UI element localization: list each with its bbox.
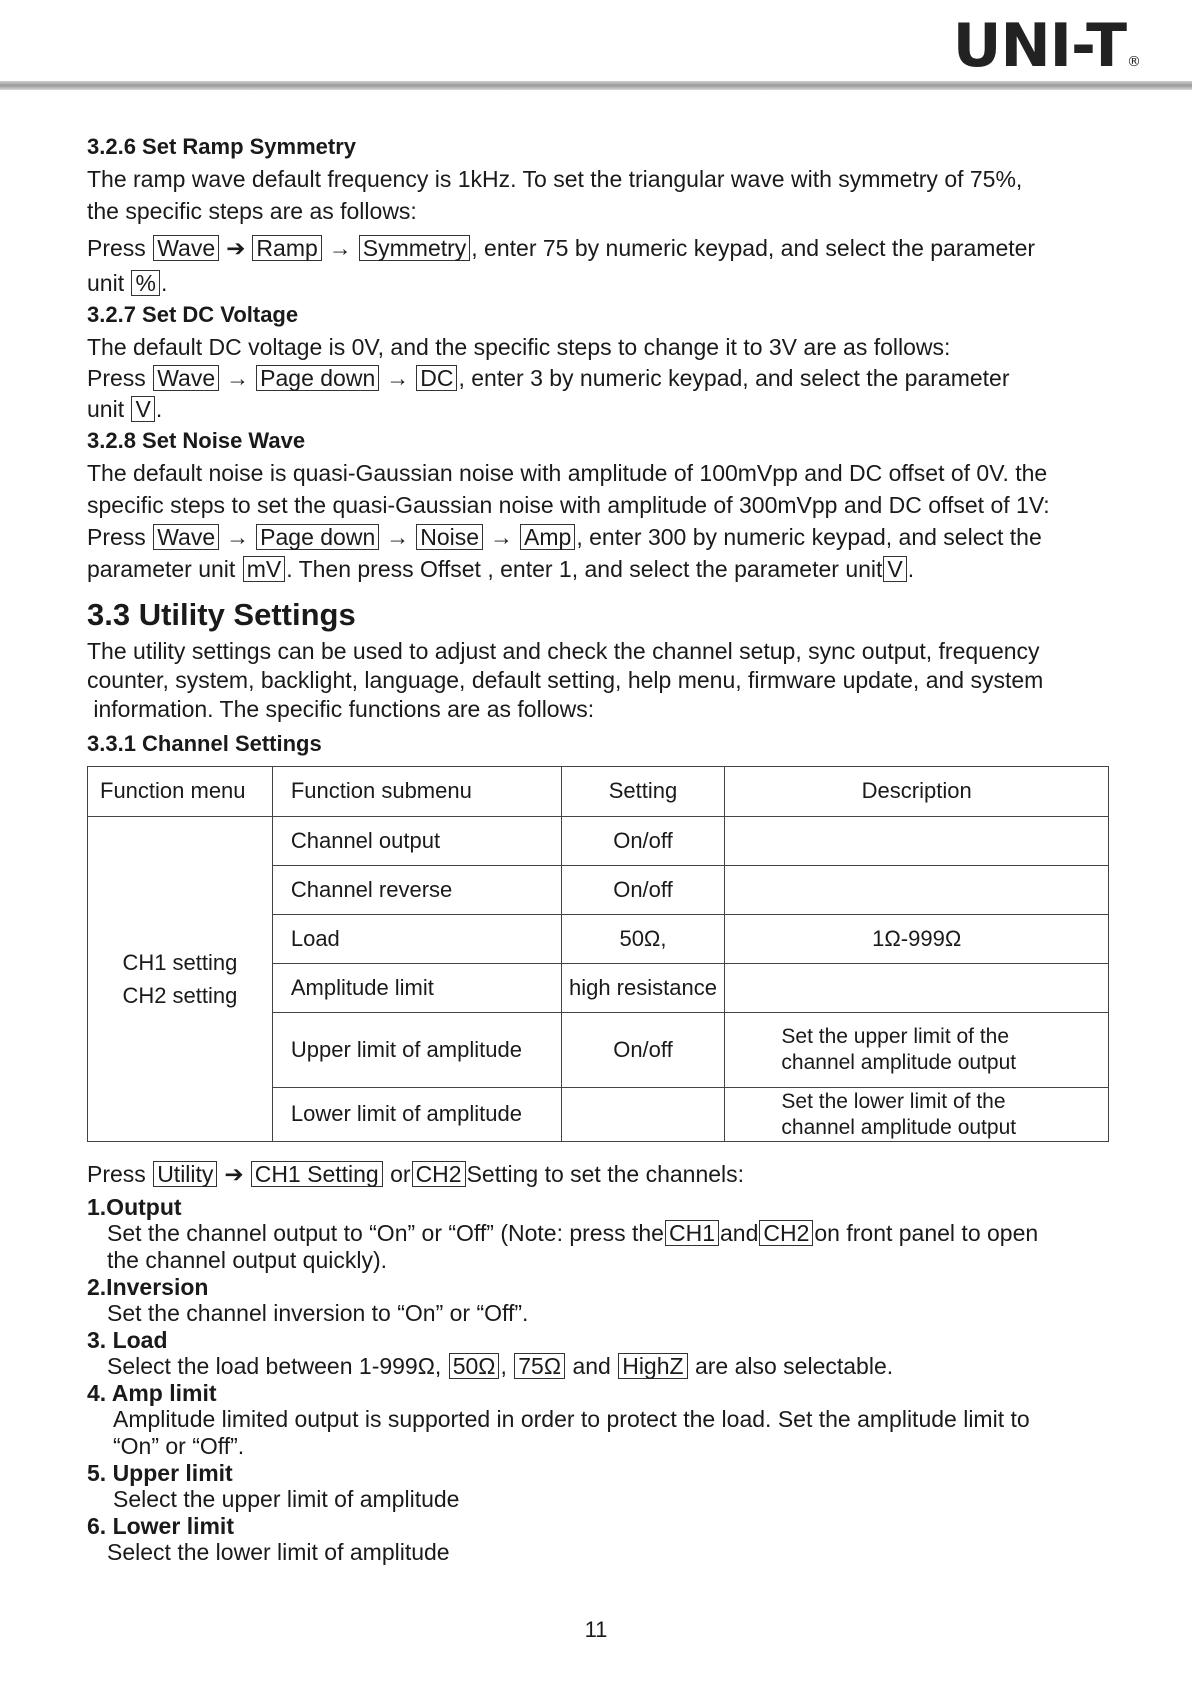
wave-key: Wave	[153, 235, 219, 261]
symmetry-key: Symmetry	[359, 235, 471, 261]
brand-logo	[952, 11, 1140, 81]
list-item-body	[87, 1220, 1117, 1247]
and-text: and	[719, 1220, 759, 1246]
setting-cell	[561, 1088, 725, 1142]
unit-label: unit	[87, 396, 125, 422]
description-line: 1Ω-999Ω	[872, 925, 962, 951]
noise-intro-line-2: specific steps to set the quasi-Gaussian noise with amplitude of 300mVpp and DC offset of 1V:	[87, 492, 1050, 518]
ch1-setting-label: CH1 setting	[122, 950, 238, 975]
description-cell	[725, 1088, 1109, 1142]
list-item-body: the channel output quickly).	[107, 1247, 388, 1273]
heading-3-3: 3.3 Utility Settings	[87, 597, 356, 632]
dc-key: DC	[416, 365, 457, 391]
utility-steps-tail: Setting to set the channels:	[466, 1161, 745, 1187]
and-text: and	[572, 1353, 611, 1379]
table-header: Function submenu	[272, 767, 561, 817]
or-text: or	[390, 1161, 411, 1187]
amp-key: Amp	[520, 524, 575, 550]
output-text: Set the channel output to “On” or “Off” (Note: press the	[107, 1220, 664, 1246]
noise-unit: parameter unit mV . Then press Offset , enter 1, and select the parameter unit V .	[87, 556, 915, 582]
page-down-key: Page down	[256, 524, 379, 550]
arrow-icon: ➔	[226, 235, 246, 261]
utility-steps	[87, 1156, 1117, 1192]
wave-key: Wave	[153, 524, 219, 550]
description-cell	[725, 866, 1109, 915]
function-menu-cell	[88, 817, 273, 1142]
list-item-body: Amplitude limited output is supported in order to protect the load. Set the amplitude limit to	[113, 1406, 1030, 1432]
noise-steps	[87, 521, 1117, 553]
noise-steps-tail: , enter 300 by numeric keypad, and select the	[576, 524, 1042, 550]
press-text: Press	[87, 524, 146, 550]
page-content	[87, 131, 1117, 1566]
arrow-icon: ➔	[224, 1161, 244, 1187]
dc-steps-tail: , enter 3 by numeric keypad, and select the parameter	[458, 365, 1010, 391]
description-line: channel amplitude output	[781, 1115, 1017, 1139]
list-item-body: Set the channel inversion to “On” or “Off”.	[107, 1300, 529, 1326]
ramp-key: Ramp	[252, 235, 321, 261]
dc-steps	[87, 363, 1117, 393]
list-item-body: “On” or “Off”.	[113, 1433, 245, 1459]
ramp-unit: unit % .	[87, 270, 168, 296]
description-cell	[725, 964, 1109, 1013]
list-item-title: 1.Output	[87, 1194, 182, 1220]
setting-cell: high resistance	[561, 964, 725, 1013]
offset-text: . Then press Offset , enter 1, and select the parameter unit	[286, 556, 883, 582]
ramp-intro-line-2: the specific steps are as follows:	[87, 198, 417, 224]
setting-cell: 50Ω,	[561, 915, 725, 964]
volt-key: V	[883, 556, 906, 582]
description-cell	[725, 915, 1109, 964]
table-row	[88, 817, 1109, 866]
brand-text: UNI-T	[952, 11, 1126, 81]
submenu-cell: Load	[272, 915, 561, 964]
page-number: 11	[584, 1617, 608, 1642]
ch2-key: CH2	[759, 1220, 813, 1246]
list-item-body	[87, 1353, 1117, 1380]
description-cell	[725, 1013, 1109, 1088]
submenu-cell: Lower limit of amplitude	[272, 1088, 561, 1142]
arrow-icon: →	[490, 524, 514, 550]
arrow-icon: →	[386, 524, 410, 550]
channel-settings-table	[87, 766, 1109, 1142]
ramp-intro-line-1: The ramp wave default frequency is 1kHz. To set the triangular wave with symmetry of 75%,	[87, 166, 1023, 192]
noise-key: Noise	[416, 524, 483, 550]
comma-text: ,	[500, 1353, 507, 1379]
mv-key: mV	[243, 556, 286, 582]
description-cell	[725, 817, 1109, 866]
settings-items-list	[87, 1194, 1117, 1566]
list-item-title: 6. Lower limit	[87, 1513, 234, 1539]
param-unit-text: parameter unit	[87, 556, 236, 582]
percent-key: %	[131, 270, 159, 296]
75-ohm-key: 75Ω	[514, 1353, 565, 1379]
description-line: Set the upper limit of the	[781, 1025, 1010, 1048]
list-item-title: 5. Upper limit	[87, 1460, 233, 1486]
submenu-cell: Channel reverse	[272, 866, 561, 915]
submenu-cell: Upper limit of amplitude	[272, 1013, 561, 1088]
press-text: Press	[87, 365, 146, 391]
wave-key: Wave	[153, 365, 219, 391]
table-header: Function menu	[88, 767, 273, 817]
arrow-icon: →	[386, 365, 410, 391]
volt-key: V	[131, 396, 154, 422]
heading-3-2-7: 3.2.7 Set DC Voltage	[87, 302, 299, 327]
table-header: Setting	[561, 767, 725, 817]
ch2-setting-label: CH2 setting	[122, 983, 238, 1008]
header-rule	[0, 81, 1192, 90]
table-header: Description	[725, 767, 1109, 817]
dc-unit: unit V .	[87, 396, 163, 422]
ramp-steps	[87, 229, 1117, 267]
ch2-key: CH2	[412, 1161, 466, 1187]
load-text: Select the load between 1-999Ω,	[107, 1353, 442, 1379]
description-line: channel amplitude output	[781, 1051, 1017, 1074]
utility-intro-line-1: The utility settings can be used to adjust and check the channel setup, sync output, frequency	[87, 638, 1040, 664]
page-down-key: Page down	[256, 365, 379, 391]
utility-key: Utility	[153, 1161, 217, 1187]
press-text: Press	[87, 1161, 146, 1187]
output-text: on front panel to open	[814, 1220, 1039, 1246]
heading-3-3-1: 3.3.1 Channel Settings	[87, 731, 322, 756]
utility-intro-line-3: information. The specific functions are as follows:	[87, 696, 595, 722]
list-item-title: 3. Load	[87, 1327, 168, 1353]
setting-cell: On/off	[561, 866, 725, 915]
description-line: Set the lower limit of the	[781, 1089, 1006, 1113]
ch1-key: CH1	[665, 1220, 719, 1246]
load-text: are also selectable.	[694, 1353, 894, 1379]
unit-label: unit	[87, 270, 125, 296]
list-item-title: 4. Amp limit	[87, 1380, 217, 1406]
ch1-setting-key: CH1 Setting	[251, 1161, 383, 1187]
arrow-icon: →	[328, 235, 352, 261]
dc-intro: The default DC voltage is 0V, and the specific steps to change it to 3V are as follows:	[87, 334, 951, 360]
setting-cell: On/off	[561, 1013, 725, 1088]
50-ohm-key: 50Ω	[449, 1353, 500, 1379]
registered-mark: ®	[1127, 54, 1140, 70]
heading-3-2-6: 3.2.6 Set Ramp Symmetry	[87, 134, 357, 159]
table-header-row	[88, 767, 1109, 817]
arrow-icon: →	[226, 524, 250, 550]
list-item-body: Select the lower limit of amplitude	[107, 1539, 450, 1565]
highz-key: HighZ	[618, 1353, 687, 1379]
heading-3-2-8: 3.2.8 Set Noise Wave	[87, 428, 306, 453]
list-item-title: 2.Inversion	[87, 1274, 209, 1300]
ramp-steps-tail: , enter 75 by numeric keypad, and select the parameter	[471, 235, 1036, 261]
noise-intro-line-1: The default noise is quasi-Gaussian noise with amplitude of 100mVpp and DC offset of 0V. the	[87, 460, 1048, 486]
utility-intro-line-2: counter, system, backlight, language, default setting, help menu, firmware update, and system	[87, 667, 1044, 693]
list-item-body: Select the upper limit of amplitude	[113, 1486, 460, 1512]
submenu-cell: Amplitude limit	[272, 964, 561, 1013]
setting-cell: On/off	[561, 817, 725, 866]
arrow-icon: →	[226, 365, 250, 391]
press-text: Press	[87, 235, 146, 261]
submenu-cell: Channel output	[272, 817, 561, 866]
